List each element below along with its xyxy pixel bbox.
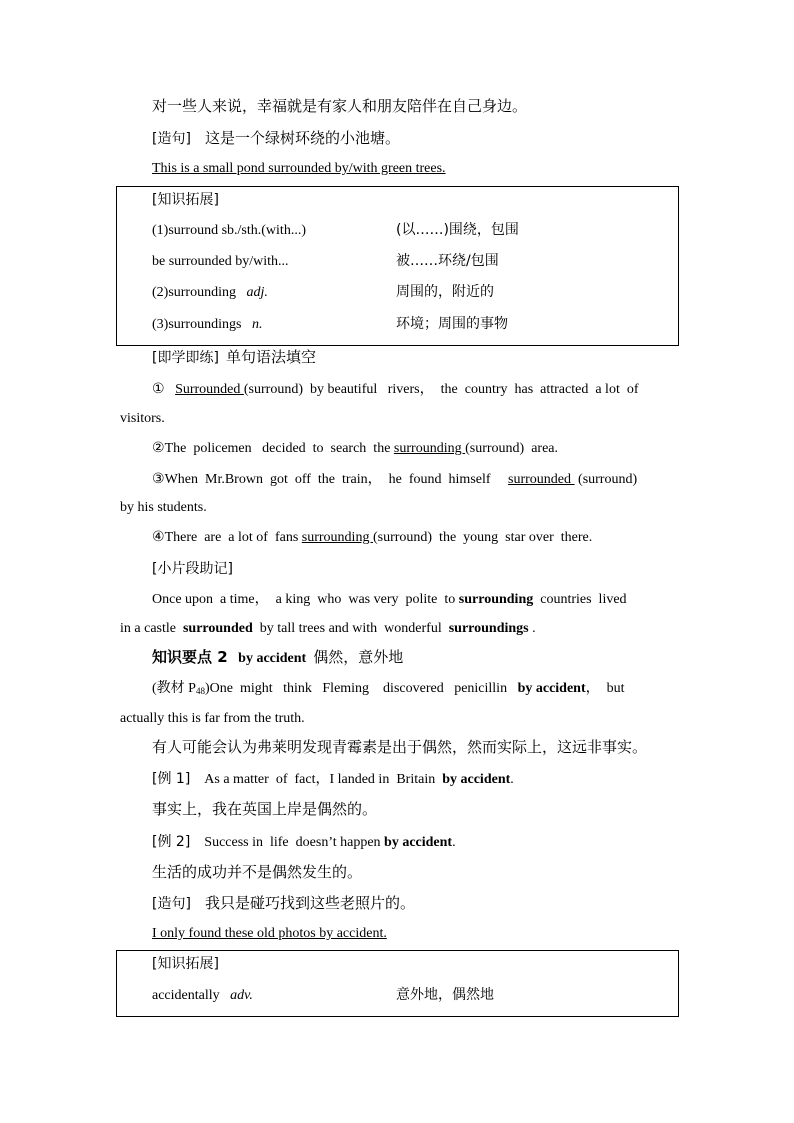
item-text: (surround) — [574, 472, 638, 487]
part-of-speech: adv. — [230, 988, 253, 1003]
practice-item-1-cont: visitors. — [120, 411, 165, 426]
example-text: . — [452, 835, 456, 850]
point-phrase: by accident — [238, 651, 307, 666]
item-number: ① — [152, 381, 165, 397]
item-text: (surround) area. — [465, 441, 558, 456]
zaoju-cn: 这是一个绿树环绕的小池塘。 — [204, 129, 400, 147]
item-number: ② — [152, 440, 165, 456]
point-meaning: 偶然，意外地 — [313, 648, 404, 666]
knowledge-box-2 — [116, 950, 679, 1017]
practice-tag: [即学即练] — [152, 350, 219, 366]
term: accidentally — [152, 988, 231, 1003]
example-tag: [例 1] — [152, 771, 191, 787]
practice-title: 单句语法填空 — [225, 348, 316, 366]
item-number: ③ — [152, 471, 165, 487]
memo-text: countries lived — [533, 592, 627, 607]
textbook-keyword: by accident — [517, 681, 586, 696]
example-keyword: by accident — [442, 772, 511, 787]
example-text: Success in life doesn’t happen — [204, 835, 385, 850]
practice-item-2 — [152, 439, 558, 458]
example-1 — [152, 770, 514, 789]
answer: Surrounded — [175, 382, 244, 397]
zaoju-tag: [造句] — [152, 896, 191, 912]
item-text: When Mr.Brown got off the train， he found himself — [164, 472, 509, 487]
memo-line-1 — [152, 591, 627, 609]
item-text: (surround) the young star over there. — [372, 530, 593, 545]
box-row-en: be surrounded by/with... — [152, 254, 289, 269]
example-text: As a matter of fact，I landed in Britain — [204, 772, 443, 787]
box-row-en — [152, 284, 268, 302]
example-1-cn: 事实上，我在英国上岸是偶然的。 — [152, 800, 378, 818]
memo-keyword: surrounded — [182, 621, 253, 636]
knowledge-box-1 — [116, 186, 679, 346]
item-number: ④ — [152, 529, 165, 545]
box-row-cn: 周围的，附近的 — [396, 284, 494, 300]
example-2-cn: 生活的成功并不是偶然发生的。 — [152, 863, 363, 881]
term: (3)surroundings — [152, 317, 252, 332]
textbook-ref: (教材 P — [152, 681, 196, 696]
zaoju-tag: [造句] — [152, 131, 191, 147]
memo-keyword: surrounding — [458, 592, 534, 607]
point-heading — [152, 648, 403, 668]
example-2 — [152, 833, 456, 852]
term: (2)surrounding — [152, 285, 247, 300]
textbook-line — [152, 680, 625, 700]
box-row-cn: 被……环绕/包围 — [396, 253, 499, 269]
example-tag: [例 2] — [152, 834, 191, 850]
memo-keyword: surroundings — [448, 621, 529, 636]
zaoju-sentence-2 — [152, 894, 415, 914]
practice-item-4 — [152, 528, 592, 547]
example-text: . — [510, 772, 514, 787]
textbook-cn: 有人可能会认为弗莱明发现青霉素是出于偶然，然而实际上，这远非事实。 — [152, 738, 648, 756]
box-row-cn: (以……)围绕，包围 — [396, 222, 519, 238]
answer: surrounding — [393, 441, 466, 456]
memo-text: Once upon a time， a king who was very polite to — [152, 592, 459, 607]
zaoju-sentence-1 — [152, 129, 400, 149]
textbook-page: 48 — [195, 686, 205, 696]
box-title: [知识拓展] — [152, 956, 219, 972]
box-row-cn: 意外地，偶然地 — [396, 987, 494, 1003]
answer: surrounding — [301, 530, 373, 545]
memo-text: in a castle — [120, 621, 183, 636]
textbook-line-cont: actually this is far from the truth. — [120, 711, 305, 726]
part-of-speech: n. — [251, 317, 263, 332]
example-keyword: by accident — [384, 835, 453, 850]
item-text: The policemen decided to search the — [164, 441, 394, 456]
practice-heading — [152, 348, 316, 368]
practice-item-3 — [152, 470, 637, 489]
memo-line-2 — [120, 620, 536, 638]
point-label: 知识要点 2 — [152, 648, 228, 666]
item-text: There are a lot of fans — [164, 530, 302, 545]
part-of-speech: adj. — [246, 285, 268, 300]
box-title: [知识拓展] — [152, 192, 219, 208]
memo-text: . — [528, 621, 536, 636]
practice-item-3-cont: by his students. — [120, 500, 207, 515]
zaoju-answer-1: This is a small pond surrounded by/with green trees. — [152, 161, 446, 176]
box-row-en — [152, 987, 253, 1005]
answer: surrounded — [508, 472, 575, 487]
intro-sentence: 对一些人来说，幸福就是有家人和朋友陪伴在自己身边。 — [152, 97, 528, 115]
zaoju-cn: 我只是碰巧找到这些老照片的。 — [204, 894, 415, 912]
box-row-en: (1)surround sb./sth.(with...) — [152, 223, 306, 238]
zaoju-answer-2: I only found these old photos by accident. — [152, 926, 387, 941]
memo-tag: [小片段助记] — [152, 561, 233, 577]
item-text: (surround) by beautiful rivers， the country has attracted a lot of — [243, 382, 639, 397]
practice-item-1 — [152, 380, 673, 399]
box-row-en — [152, 316, 262, 334]
box-row-cn: 环境；周围的事物 — [396, 316, 508, 332]
textbook-text: ， but — [585, 681, 625, 696]
memo-text: by tall trees and with wonderful — [252, 621, 449, 636]
textbook-text: )One might think Fleming discovered penicillin — [204, 681, 518, 696]
